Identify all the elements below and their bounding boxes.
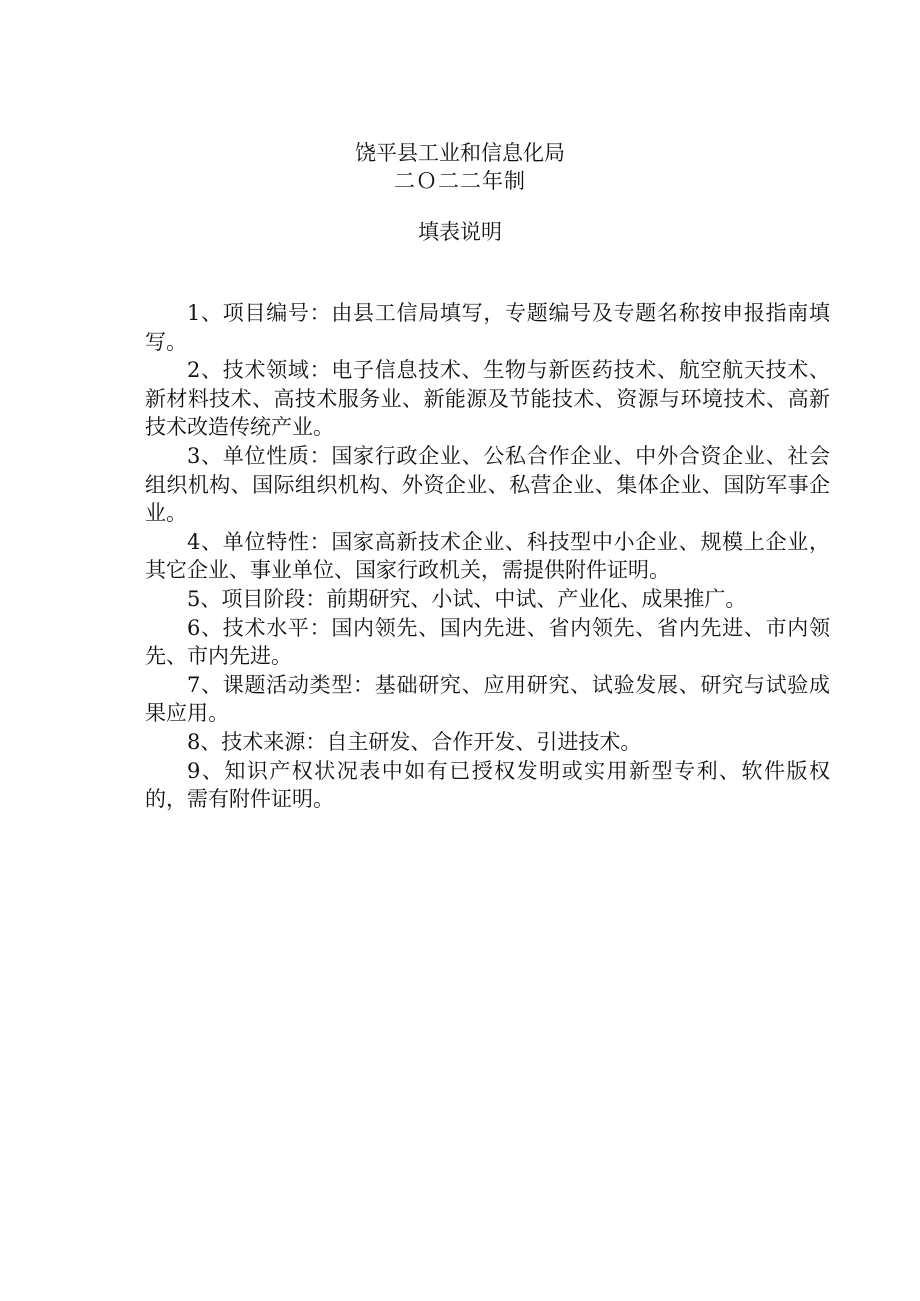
instruction-item: 3、单位性质：国家行政企业、公私合作企业、中外合资企业、社会组织机构、国际组织机构、外资企业、私营企业、集体企业、国防军事企业。 [145, 443, 830, 526]
instruction-item: 8、技术来源：自主研发、合作开发、引进技术。 [187, 729, 642, 754]
instruction-item: 6、技术水平：国内领先、国内先进、省内领先、省内先进、市内领先、市内先进。 [145, 615, 830, 669]
instruction-item: 2、技术领域：电子信息技术、生物与新医药技术、航空航天技术、新材料技术、高技术服务业、新能源及节能技术、资源与环境技术、高新技术改造传统产业。 [145, 358, 830, 440]
instruction-item: 7、课题活动类型：基础研究、应用研究、试验发展、研究与试验成果应用。 [145, 672, 830, 726]
instruction-item: 4、单位特性：国家高新技术企业、科技型中小企业、规模上企业，其它企业、事业单位、国家行政机关，需提供附件证明。 [145, 529, 830, 583]
issuer-title: 饶平县工业和信息化局 [355, 141, 565, 165]
instruction-item: 5、项目阶段：前期研究、小试、中试、产业化、成果推广。 [187, 586, 747, 611]
instruction-item: 1、项目编号：由县工信局填写，专题编号及专题名称按申报指南填写。 [145, 301, 830, 354]
instructions-body [145, 299, 830, 814]
section-heading: 填表说明 [418, 220, 502, 244]
year-line: 二Ｏ二二年制 [394, 169, 526, 193]
instruction-item: 9、知识产权状况表中如有已授权发明或实用新型专利、软件版权的，需有附件证明。 [145, 758, 830, 812]
